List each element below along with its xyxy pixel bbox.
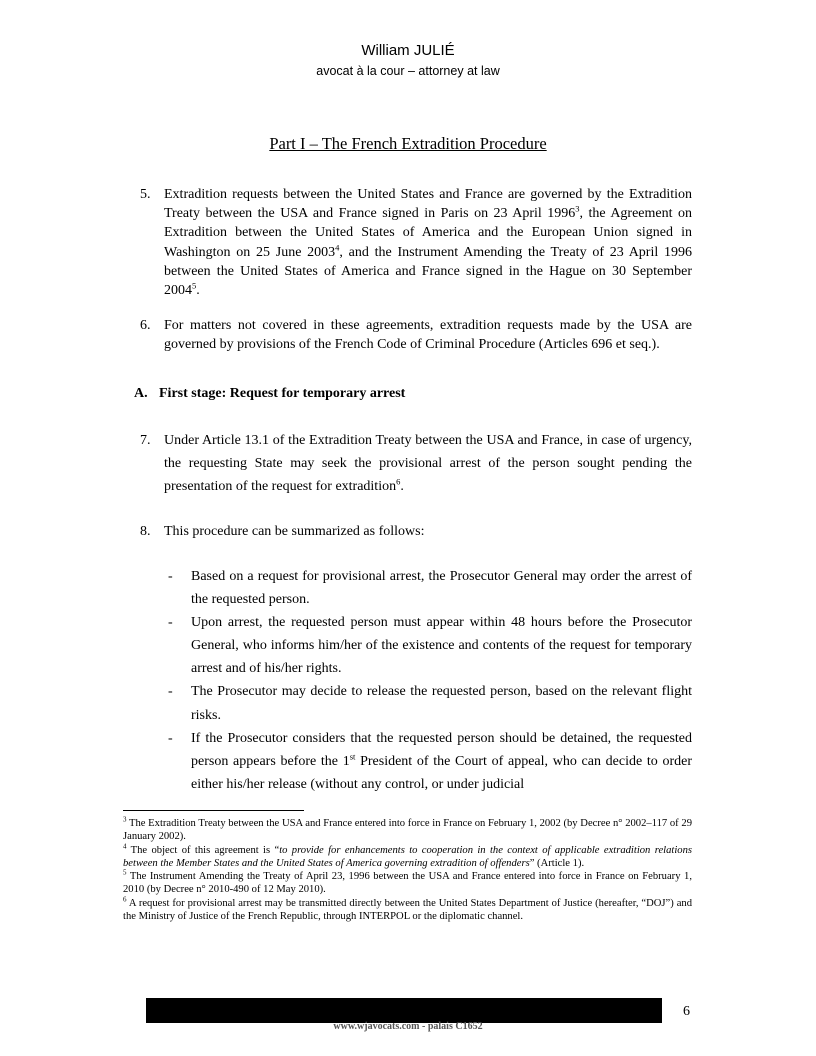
footer-bar <box>146 998 662 1023</box>
dash-marker: - <box>168 569 173 584</box>
dash-marker: - <box>168 684 173 700</box>
footnote-ref-3[interactable]: 3 <box>575 203 580 214</box>
footnote-ref-6[interactable]: 6 <box>396 476 401 487</box>
paragraph-5 <box>140 185 692 300</box>
list-item-text: If the Prosecutor considers that the requested person should be detained, the requested person appears before the 1st President of the Court of appeal, who can decide to order either his/her release (without any control, or under judicial <box>191 730 692 792</box>
footnote-separator <box>123 810 304 811</box>
section-heading-a <box>134 386 405 402</box>
section-title: First stage: Request for temporary arrest <box>159 386 406 401</box>
section-letter: A. <box>134 386 148 401</box>
author-name: William JULIÉ <box>361 42 455 59</box>
dash-marker: - <box>168 730 173 746</box>
list-item-text: Based on a request for provisional arrest, the Prosecutor General may order the arrest of the requested person. <box>191 569 692 608</box>
paragraph-number: 7. <box>140 433 151 448</box>
list-item-text: Upon arrest, the requested person must appear within 48 hours before the Prosecutor General, who informs him/her of the existence and contents of the request for temporary arrest and of his/her rights. <box>191 615 692 677</box>
list-item <box>140 611 692 680</box>
dash-marker: - <box>168 615 173 631</box>
footnote-6: $^6$ A request for provisional arrest may be transmitted directly between the United States Department of Justice (hereafter, “DOJ”) and the Ministry of Justice of the French Republic, through INTERPOL or the diplomatic channel. <box>123 895 692 923</box>
page-header <box>0 40 816 80</box>
ordinal-suffix: st <box>349 751 356 762</box>
list-item <box>140 680 692 726</box>
paragraph-text: For matters not covered in these agreements, extradition requests made by the USA are governed by provisions of the French Code of Criminal Procedure (Articles 696 et seq.). <box>164 318 692 353</box>
part-title: Part I – The French Extradition Procedure <box>269 134 547 153</box>
footnote-5: $^5$ The Instrument Amending the Treaty of April 23, 1996 between the USA and France entered into force in France on February 1, 2010 (by Decree n° 2010-490 of 12 May 2010). <box>123 868 692 896</box>
paragraph-number: 5. <box>140 187 151 202</box>
author-role: avocat à la cour – attorney at law <box>316 64 500 78</box>
procedure-list <box>140 565 692 796</box>
footnote-ref-4[interactable]: 4 <box>335 241 340 252</box>
paragraph-number: 6. <box>140 318 151 333</box>
footnote-4: $^4$ The object of this agreement is “to provide for enhancements to cooperation in the context of applicable extradition relations between the Member States and the United States of America governing extradition of offenders” (Article 1). <box>123 842 692 869</box>
paragraph-7 <box>140 429 692 499</box>
list-item <box>140 565 692 611</box>
paragraph-number: 8. <box>140 524 151 539</box>
footnotes <box>123 817 692 923</box>
paragraph-6 <box>140 316 692 354</box>
list-item-text: The Prosecutor may decide to release the requested person, based on the relevant flight risks. <box>191 684 692 723</box>
paragraph-8 <box>140 520 692 543</box>
footnote-ref-5[interactable]: 5 <box>192 280 197 291</box>
paragraph-text: Under Article 13.1 of the Extradition Treaty between the USA and France, in case of urgency, the requesting State may seek the provisional arrest of the person sought pending the presentation of the request for extradition$^6$. <box>164 433 692 495</box>
page-number: 6 <box>683 1004 690 1019</box>
paragraph-text: This procedure can be summarized as follows: <box>164 524 425 539</box>
list-item <box>140 727 692 796</box>
footer-url[interactable]: www.wjavocats.com - palais C1652 <box>333 1021 483 1032</box>
footnote-3: $^3$ The Extradition Treaty between the USA and France entered into force in France on February 1, 2002 (by Decree n° 2002–117 of 29 January 2002). <box>123 815 692 843</box>
paragraph-text: Extradition requests between the United States and France are governed by the Extradition Treaty between the USA and France signed in Paris on 23 April 1996$^3$, the Agreement on Extradition between the United States of America and the European Union signed in Washington on 25 June 2003$^4$, and the Instrument Amending the Treaty of 23 April 1996 between the United States of America and France signed in the Hague on 30 September 2004$^5$. <box>164 187 692 299</box>
